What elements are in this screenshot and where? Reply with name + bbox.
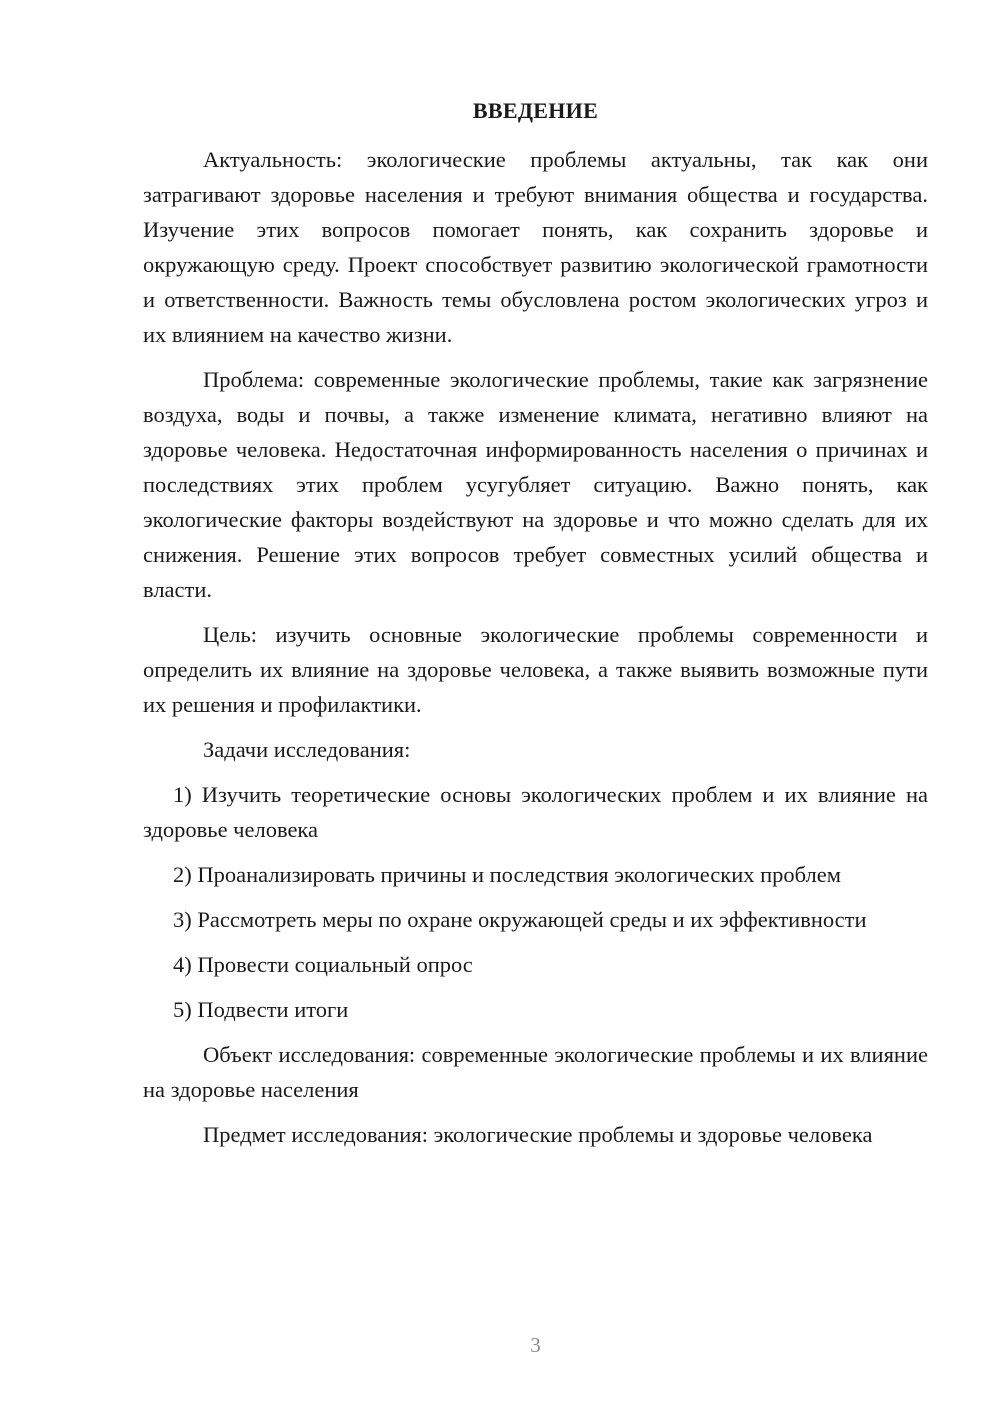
- task-item: 4) Провести социальный опрос: [173, 952, 473, 977]
- object-paragraph: Объект исследования: современные экологические проблемы и их влияние на здоровье населения: [143, 1042, 928, 1102]
- task-item: 1) Изучить теоретические основы экологических проблем и их влияние на здоровье человека: [143, 782, 928, 842]
- goal-paragraph: Цель: изучить основные экологические проблемы современности и определить их влияние на здоровье человека, а также выявить возможные пути их решения и профилактики.: [143, 622, 928, 717]
- page-number: 3: [530, 1333, 541, 1357]
- section-heading: ВВЕДЕНИЕ: [472, 98, 599, 123]
- task-item: 2) Проанализировать причины и последствия экологических проблем: [173, 862, 842, 887]
- problem-paragraph: Проблема: современные экологические проблемы, такие как загрязнение воздуха, воды и почвы, а также изменение климата, негативно влияют на здоровье человека. Недостаточная информированность населения о причинах и последствиях этих проблем усугубляет ситуацию. Важно понять, как экологические факторы воздействуют на здоровье и что можно сделать для их снижения. Решение этих вопросов требует совместных усилий общества и власти.: [143, 367, 928, 602]
- document-page: [143, 0, 928, 1414]
- relevance-paragraph: Актуальность: экологические проблемы актуальны, так как они затрагивают здоровье населения и требуют внимания общества и государства. Изучение этих вопросов помогает понять, как сохранить здоровье и окружающую среду. Проект способствует развитию экологической грамотности и ответственности. Важность темы обусловлена ростом экологических угроз и их влиянием на качество жизни.: [143, 147, 928, 347]
- subject-paragraph: Предмет исследования: экологические проблемы и здоровье человека: [203, 1122, 873, 1147]
- task-item: 5) Подвести итоги: [173, 997, 349, 1022]
- task-item: 3) Рассмотреть меры по охране окружающей среды и их эффективности: [173, 907, 867, 932]
- tasks-heading: Задачи исследования:: [203, 737, 411, 762]
- document-body: [143, 142, 928, 1162]
